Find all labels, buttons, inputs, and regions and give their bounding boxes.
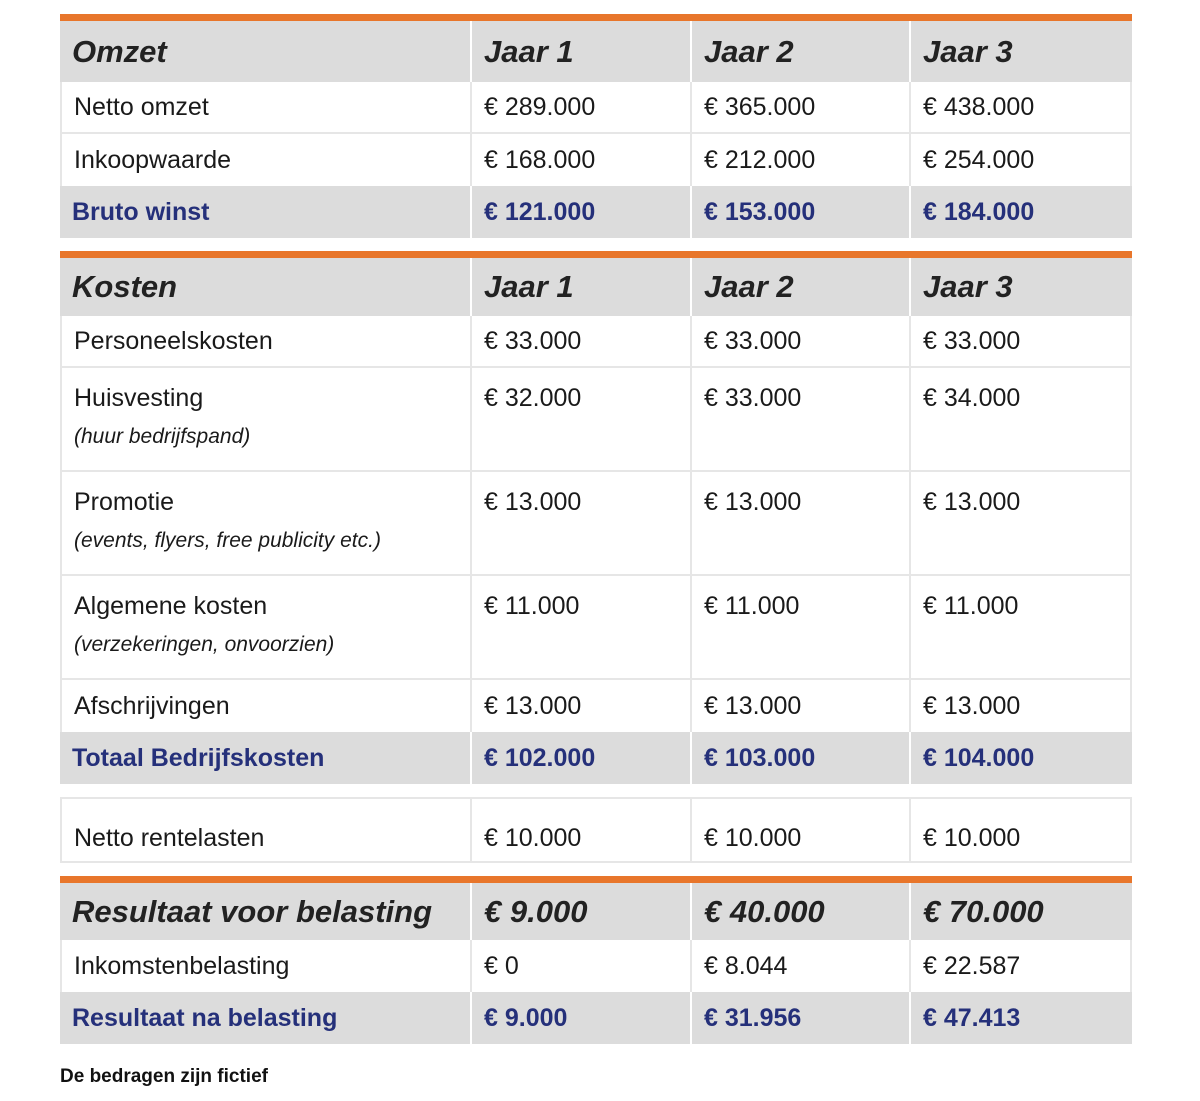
row-note: (verzekeringen, onvoorzien) — [74, 633, 335, 656]
kosten-header-year3: Jaar 3 — [923, 269, 1013, 304]
total-label: Bruto winst — [60, 186, 472, 238]
resultaat-header-title: Resultaat voor belasting — [60, 883, 472, 940]
kosten-header-year1: Jaar 1 — [472, 258, 692, 316]
total-label: Resultaat na belasting — [60, 992, 472, 1044]
row-value: € 13.000 — [692, 680, 911, 732]
row-value: € 13.000 — [923, 691, 1021, 720]
omzet-header-year2: Jaar 2 — [692, 21, 911, 82]
table-row — [62, 799, 1130, 863]
orange-divider — [60, 876, 1132, 883]
row-label: Inkoopwaarde — [62, 134, 472, 186]
row-label: Huisvesting — [74, 384, 204, 412]
table-row — [62, 134, 1130, 186]
omzet-table — [60, 14, 1132, 238]
total-value: € 9.000 — [472, 992, 692, 1044]
omzet-header-year1: Jaar 1 — [472, 21, 692, 82]
row-note: (huur bedrijfspand) — [74, 425, 251, 448]
row-value: € 33.000 — [692, 316, 911, 366]
row-value: € 33.000 — [472, 316, 692, 366]
table-row — [62, 472, 1130, 576]
omzet-header-row — [60, 21, 1132, 82]
row-value: € 22.587 — [923, 951, 1021, 980]
row-value: € 11.000 — [923, 592, 1019, 620]
total-value: € 121.000 — [472, 186, 692, 238]
orange-divider — [60, 251, 1132, 258]
total-label: Totaal Bedrijfskosten — [60, 732, 472, 784]
total-value: € 153.000 — [692, 186, 911, 238]
table-row — [62, 82, 1130, 134]
resultaat-header-year3: € 70.000 — [923, 893, 1044, 929]
row-value: € 168.000 — [472, 134, 692, 186]
total-value: € 47.413 — [923, 1003, 1021, 1032]
row-value: € 254.000 — [923, 145, 1035, 174]
row-value: € 11.000 — [472, 576, 692, 678]
row-value: € 13.000 — [472, 680, 692, 732]
totaal-bedrijfskosten-row — [60, 732, 1132, 784]
row-value: € 212.000 — [692, 134, 911, 186]
total-value: € 102.000 — [472, 732, 692, 784]
row-label-cell — [62, 576, 472, 678]
row-label: Netto omzet — [62, 82, 472, 132]
resultaat-na-belasting-row — [60, 992, 1132, 1044]
row-value: € 365.000 — [692, 82, 911, 132]
kosten-header-row — [60, 258, 1132, 316]
row-value: € 11.000 — [692, 576, 911, 678]
row-label: Afschrijvingen — [62, 680, 472, 732]
kosten-header-title: Kosten — [60, 258, 472, 316]
row-value: € 438.000 — [923, 92, 1035, 121]
total-value: € 31.956 — [692, 992, 911, 1044]
table-row — [62, 576, 1130, 680]
row-value: € 0 — [472, 940, 692, 992]
row-note: (events, flyers, free publicity etc.) — [74, 529, 381, 552]
row-value: € 8.044 — [692, 940, 911, 992]
row-value: € 13.000 — [692, 472, 911, 574]
row-label: Promotie — [74, 488, 175, 516]
row-label: Netto rentelasten — [62, 797, 472, 861]
row-label-cell — [62, 368, 472, 470]
footnote: De bedragen zijn fictief — [60, 1066, 268, 1087]
resultaat-table — [60, 876, 1132, 1044]
resultaat-header-year2: € 40.000 — [692, 883, 911, 940]
kosten-table — [60, 251, 1132, 784]
row-label: Algemene kosten — [74, 592, 268, 620]
total-value: € 104.000 — [923, 743, 1035, 772]
row-value: € 13.000 — [923, 488, 1021, 516]
table-row — [62, 680, 1130, 732]
omzet-header-title: Omzet — [60, 21, 472, 82]
kosten-header-year2: Jaar 2 — [692, 258, 911, 316]
omzet-header-year3: Jaar 3 — [923, 33, 1013, 69]
row-value: € 33.000 — [923, 326, 1021, 355]
rente-table — [60, 797, 1132, 863]
total-value: € 184.000 — [923, 197, 1035, 226]
row-value: € 289.000 — [472, 82, 692, 132]
table-row — [62, 316, 1130, 368]
row-value: € 32.000 — [472, 368, 692, 470]
row-value: € 13.000 — [472, 472, 692, 574]
row-value: € 10.000 — [923, 824, 1021, 852]
row-label: Personeelskosten — [62, 316, 472, 366]
row-value: € 10.000 — [472, 797, 692, 861]
row-value: € 33.000 — [692, 368, 911, 470]
row-label: Inkomstenbelasting — [62, 940, 472, 992]
table-row — [62, 368, 1130, 472]
table-row — [62, 940, 1130, 992]
total-value: € 103.000 — [692, 732, 911, 784]
resultaat-header-year1: € 9.000 — [472, 883, 692, 940]
row-value: € 10.000 — [692, 797, 911, 861]
resultaat-header-row — [60, 883, 1132, 940]
bruto-winst-row — [60, 186, 1132, 238]
row-label-cell — [62, 472, 472, 574]
row-value: € 34.000 — [923, 384, 1021, 412]
orange-divider — [60, 14, 1132, 21]
